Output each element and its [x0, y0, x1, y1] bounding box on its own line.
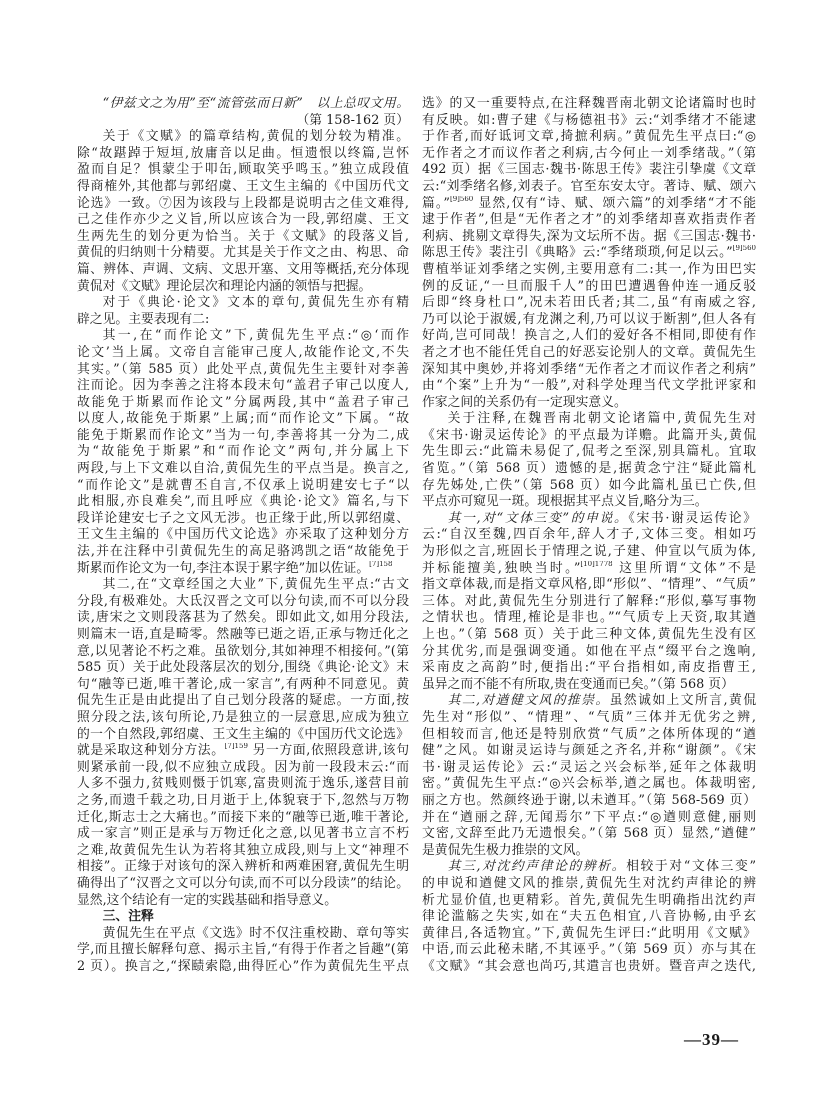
- text-line: 句“融等已逝,唯干著论,成一家言”,有两种不同意见。黄: [77, 676, 409, 692]
- text-line: 之务,而遗千载之功,日月逝于上,体貌衰于下,忽然与万物: [77, 792, 409, 808]
- text-line: （第 158-162 页）: [296, 112, 409, 128]
- text-line: 其一,对“文体三变”的申说。《宋书·谢灵运传论》: [447, 510, 756, 526]
- text-line: “伊兹文之为用”至“流管弦而日新” 以上总叹文用。: [102, 96, 409, 111]
- text-line: 论文’当上属。文帝自言能审己度人,故能作论文,不失: [77, 344, 409, 360]
- text-line: 意,以见著论不朽之难。虽欲划分,其如神理不相接何。”(第: [77, 643, 409, 659]
- text-line: 三、注释: [102, 909, 154, 925]
- text-line: 得商榷外,其他都与郭绍虞、王文生主编的《中国历代文: [77, 178, 409, 194]
- text-line: 黄侃对《文赋》理论层次和理论内涵的领悟与把握。: [77, 278, 372, 294]
- text-line: 论选》一致。⑦因为该段与上段都是说明古之佳文难得,: [77, 195, 409, 211]
- text-line: 人多不强力,贫贱则慑于饥寒,富贵则流于逸乐,遂营目前: [77, 776, 409, 792]
- text-line: 辟之见。主要表现有二:: [77, 311, 210, 327]
- text-line: 中语,而云此秘未睹,不其诬乎。”（第 569 页）亦与其在: [422, 942, 756, 958]
- paragraph: [77, 295, 409, 328]
- text-line: 云:“刘季绪名修,刘表子。官至东安太守。著诗、赋、颂六: [422, 178, 756, 194]
- text-line: 段详论建安七子之文风无涉。也正缘于此,所以郭绍虞、: [77, 510, 409, 526]
- text-line: 两段,与上下文难以自洽,黄侃先生的平点当是。换言之,: [77, 461, 409, 477]
- text-line: 对于《典论·论文》文本的章句,黄侃先生亦有精: [102, 295, 409, 311]
- text-line: 曹植举证刘季绪之实例,主要用意有二:其一,作为田巴实: [422, 261, 756, 277]
- text-line: 为“故能免于斯累”和“而作论文”两句,并分属上下: [77, 444, 409, 460]
- paragraph: [422, 411, 756, 511]
- text-line: 法,并在注释中引黄侃先生的高足骆鸿凯之语“故能免于: [77, 544, 409, 560]
- text-line: 健”之风。如谢灵运诗与颜延之齐名,并称“谢颜”。《宋: [422, 743, 756, 759]
- text-line: 其二,在“文章经国之大业”下,黄侃先生平点:“古文: [102, 577, 409, 593]
- text-line: 黄侃先生在平点《文选》时不仅注重校勘、章句等实: [102, 925, 409, 941]
- text-line: 存先姊处,亡佚”（第 568 页）如今此篇札虽已亡佚,但: [422, 477, 756, 493]
- text-line: 王文生主编的《中国历代文论选》亦采取了这种划分方: [77, 527, 409, 543]
- text-line: 丽之方也。然颜终逊于谢,以未遒耳。”（第 568-569 页）: [422, 792, 756, 808]
- text-line: 指文章体裁,而是指文章风格,即“形似”、“情理”、“气质”: [422, 577, 756, 593]
- text-line: 采南皮之高韵”时,便指出:“平台指相如,南皮指曹王,: [422, 660, 756, 676]
- text-line: 但相较而言,他还是特别欣赏“气质”之体所体现的“遒: [422, 726, 756, 742]
- text-line: 《宋书·谢灵运传论》的平点最为详赡。此篇开头,黄侃: [422, 427, 756, 443]
- text-line: 文密,文辞至此乃无遗恨矣。”（第 568 页）显然,“遒健”: [422, 826, 756, 842]
- text-line: 上也。”（第 568 页）关于此三种文体,黄侃先生没有区: [422, 627, 756, 642]
- text-line: 先生即云:“此篇未易促了,侃考之至深,别具篇札。宜取: [422, 444, 756, 460]
- text-line: 无作者之才而议作者之利病,古今何止一刘季绪哉。”（第: [422, 145, 756, 161]
- text-line: 其一,在“而作论文”下,黄侃先生平点:“◎‘而作: [102, 328, 409, 344]
- text-line: “而作论文”是就曹丕自言,不仅承上说明建安七子“以: [77, 477, 409, 493]
- text-line: 生两先生的划分更为恰当。关于《文赋》的段落义旨,: [77, 228, 409, 244]
- subsection-lead: 其三,对沈约声律论的辨析。: [447, 859, 627, 875]
- text-line: 除“故踸踔于短垣,放庸音以足曲。恒遗恨以终篇,岂怀: [77, 145, 409, 161]
- text-line: 为形似之言,班固长于情理之说,子建、仲宣以气质为体,: [422, 544, 756, 560]
- text-line: 成一家言”则正是承与万物迁化之意,以见著书立言不朽: [77, 826, 409, 842]
- text-line: 以度人,故能免于斯累”上属;而“而作论文”下属。“故: [77, 411, 409, 427]
- paragraph: [422, 511, 756, 694]
- citation-marker: [10]1778: [580, 560, 613, 568]
- text-line: 则篇末一语,直是畸零。然融等已逝之语,正承与物迁化之: [77, 627, 409, 642]
- text-line: 并标能擅美,独映当时。”$^{[10]1778}$ 这里所谓“文体”不是: [422, 560, 756, 576]
- text-line: 盈而自足？惧蒙尘于叩缶,顾取笑乎鸣玉。”独立成段值: [77, 162, 409, 178]
- paragraph: [77, 328, 409, 577]
- text-line: 例的反证,“一旦而服千人”的田巴遭遇鲁仲连一通反驳: [422, 278, 756, 294]
- text-line: 之难,故黄侃先生认为若将其独立成段,则与上文“神理不: [77, 842, 409, 858]
- text-line: 于作者,而好诋诃文章,掎摭利病。”黄侃先生平点曰:“◎: [422, 129, 756, 145]
- text-line: 后即“终身杜口”,况未若田氏者;其二,虽“有南威之容,: [422, 295, 756, 311]
- text-line: 此相服,亦良难矣”,而且呼应《典论·论文》篇名,与下: [77, 494, 409, 510]
- text-line: 其二,对遒健文风的推崇。虽然诚如上文所言,黄侃: [447, 693, 756, 709]
- text-line: 读,唐宋之文则段落甚为了然矣。即如此文,如用分段法,: [77, 610, 409, 626]
- text-line: 关于《文赋》的篇章结构,黄侃的划分较为精准。: [102, 129, 409, 145]
- text-line: 其实。”（第 585 页）此处平点,黄侃先生主要针对李善: [77, 361, 409, 377]
- text-line: 黄侃的归纳则十分精要。尤其是关于作文之由、构思、命: [77, 245, 409, 261]
- text-line: 由“个案”上升为“一般”,对科学处理当代文学批评家和: [422, 378, 756, 394]
- text-line: 利病、挑剔文章得失,深为文坛所不齿。据《三国志·魏书·: [422, 228, 756, 244]
- text-line: 之情状也。情理,榷论是非也。”“气质专上天资,取其遒: [422, 610, 756, 626]
- text-line: 先生对“形似”、“情理”、“气质”三体并无优劣之辨,: [422, 709, 756, 725]
- text-line: 《文赋》“其会意也尚巧,其遣言也贵妍。暨音声之迭代,: [422, 958, 756, 974]
- text-line: 省览。”（第 568 页）遗憾的是,据黄念宁注“疑此篇札: [422, 461, 756, 477]
- paragraph: [422, 96, 756, 411]
- text-line: 学,而且擅长解释句意、揭示主旨,“有得于作者之旨趣”(第: [77, 942, 409, 958]
- text-line: 深知其中奥妙,并将刘季绪“无作者之才而议作者之利病”: [422, 361, 756, 377]
- text-line: 确得出了“汉晋之文可以分句读,而不可以分段读”的结论。: [77, 875, 409, 891]
- text-line: 云:“自汉至魏,四百余年,辞人才子,文体三变。相如巧: [422, 527, 756, 543]
- text-line: 492 页）据《三国志·魏书·陈思王传》裴注引挚虞《文章: [422, 162, 756, 178]
- text-line: 律论滥觞之失实,如在“夫五色相宜,八音协畅,由乎玄: [422, 909, 756, 925]
- text-line: 其三,对沈约声律论的辨析。相较于对“文体三变”: [447, 859, 756, 875]
- text-line: 故能免于斯累而作论文”分属两段,其中“盖君子审己: [77, 394, 409, 410]
- text-line: 逮于作者”,但是“无作者之才”的刘季绪却喜欢指责作者: [422, 212, 756, 228]
- text-line: 2 页）。换言之,“探赜索隐,曲得匠心”作为黄侃先生平点: [77, 958, 409, 974]
- text-line: 则紧承前一段,似不应独立成段。因为前一段段末云:“而: [77, 759, 409, 775]
- paragraph: [77, 577, 409, 909]
- text-line: 黄律吕,各适物宜。”下,黄侃先生评曰:“此明用《文赋》: [422, 925, 756, 941]
- subsection-lead: 其一,对“文体三变”的申说。: [447, 510, 629, 526]
- text-line: 乃可以论于淑媛,有龙渊之利,乃可以议于断割”,但人各有: [422, 311, 756, 327]
- text-line: 析尤显价值,也更精彩。首先,黄侃先生明确指出沈约声: [422, 892, 756, 908]
- text-line: 就是采取这种划分方法。$^{[7]159}$ 另一方面,依照段意讲,该句: [77, 743, 409, 759]
- text-line: 书·谢灵运传论》云:“灵运之兴会标举,延年之体裁明: [422, 759, 756, 775]
- left-column: [77, 96, 409, 975]
- text-line: 能免于斯累而作论文”当为一句,李善将其一分为二,成: [77, 427, 409, 443]
- text-line: 显然,这个结论有一定的实践基础和指导意义。: [77, 892, 338, 908]
- subsection-lead: 其二,对遒健文风的推崇。: [447, 693, 610, 709]
- text-line: 斯累而作论文为一句,李注本误于累字绝”加以佐证。$^{[7]158}$: [77, 560, 393, 576]
- text-line: 篇、辨体、声调、文病、文思开塞、文用等概括,充分体现: [77, 261, 409, 277]
- citation-marker: [7]159: [224, 743, 248, 751]
- text-line: 迁化,斯志士之大痛也。”而接下来的“融等已逝,唯干著论,: [77, 809, 409, 825]
- paragraph: [77, 926, 409, 976]
- citation-marker: [7]158: [369, 560, 393, 568]
- text-line: 密。”黄侃先生平点:“◎兴会标举,遒之属也。体裁明密,: [422, 776, 756, 792]
- paragraph: [77, 96, 409, 113]
- text-line: 相接”。正缘于对该句的深入辨析和两难困窘,黄侃先生明: [77, 859, 409, 875]
- text-line: 作家之间的关系仍有一定现实意义。: [422, 394, 627, 410]
- text-line: 585 页）关于此处段落层次的划分,围绕《典论·论文》末: [77, 660, 409, 676]
- text-line: 分其优劣,而是强调变通。如他在平点“缀平台之逸响,: [422, 643, 756, 659]
- text-line: 是黄侃先生极力推崇的文风。: [422, 842, 589, 858]
- paragraph: [422, 693, 756, 859]
- text-line: 篇。”$^{[9]560}$ 显然,仅有“诗、赋、颂六篇”的刘季绪“才不能: [422, 195, 756, 211]
- text-line: 有反映。如:曹子建《与杨德祖书》云:“刘季绪才不能逮: [422, 112, 756, 128]
- text-line: 并在“遒丽之辞,无闻焉尔”下平点:“◎遒则意健,丽则: [422, 809, 756, 825]
- right-column: [422, 96, 756, 975]
- paragraph: [422, 859, 756, 975]
- text-line: 陈思王传》裴注引《典略》云:“季绪琐琐,何足以云。”$^{[9]560}$: [422, 245, 756, 261]
- text-line: 选》的又一重要特点,在注释魏晋南北朝文论诸篇时也时: [422, 96, 756, 111]
- page-citation: [77, 113, 409, 130]
- section-heading: [77, 909, 409, 926]
- text-line: 分段,有极难处。大氐汉晋之文可以分句读,而不可以分段: [77, 593, 409, 609]
- paragraph: [77, 129, 409, 295]
- text-line: 三体。对此,黄侃先生分别进行了解释:“形似,摹写事物: [422, 593, 756, 609]
- text-line: 的一个自然段,郭绍虞、王文生主编的《中国历代文论选》: [77, 726, 409, 742]
- text-line: 照分段之法,该句所论,乃是独立的一层意思,应成为独立: [77, 709, 409, 725]
- citation-marker: [9]560: [732, 245, 756, 253]
- text-line: 平点亦可窥见一斑。现根据其平点义旨,略分为三。: [422, 494, 708, 510]
- text-line: 虽异之而不能不有所取,贵在变通而已矣。”（第 568 页）: [422, 676, 734, 692]
- text-line: 关于注释,在魏晋南北朝文论诸篇中,黄侃先生对: [447, 411, 756, 427]
- citation-marker: [9]560: [449, 195, 474, 203]
- text-line: 己之佳作亦少之义旨,所以应该合为一段,郭绍虞、王文: [77, 212, 409, 228]
- text-line: 者之才也不能任凭自己的好恶妄论别人的文章。黄侃先生: [422, 344, 756, 360]
- text-line: 注而论。因为李善之注将本段末句“盖君子审己以度人,: [77, 378, 409, 394]
- text-line: 侃先生正是由此提出了自己划分段落的疑虑。一方面,按: [77, 693, 409, 709]
- page-number: —39—: [684, 1030, 739, 1049]
- text-line: 的申说和遒健文风的推崇,黄侃先生对沈约声律论的辨: [422, 875, 756, 891]
- text-line: 好尚,岂可同哉！换言之,人们的爱好各不相同,即使有作: [422, 328, 756, 344]
